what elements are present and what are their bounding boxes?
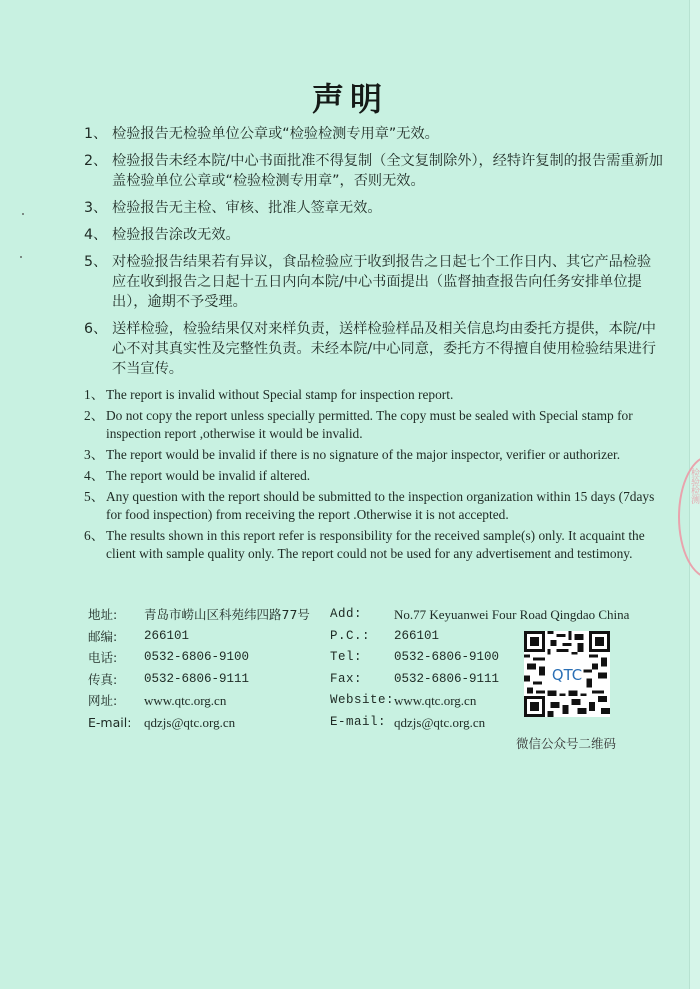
statement-cn (84, 319, 664, 379)
label: Website: (330, 693, 395, 707)
contact-email (88, 712, 310, 734)
scan-speck (20, 256, 22, 258)
item-number: 4、 (84, 468, 105, 483)
item-text: 对检验报告结果若有异议，食品检验应于收到报告之日起七个工作日内、其它产品检验应在收到报告之日起十五日内向本院/中心书面提出（监督抽查报告向任务安排单位提出），逾期不予受理。 (112, 254, 652, 310)
item-text: 检验报告未经本院/中心书面批准不得复制（全文复制除外），经特许复制的报告需重新加盖检验单位公章或“检验检测专用章”，否则无效。 (112, 153, 663, 189)
value: 0532-6806-9111 (144, 671, 250, 686)
item-number: 2、 (84, 153, 108, 169)
website-link[interactable]: www.qtc.org.cn (394, 693, 477, 708)
label: 网址: (88, 693, 118, 708)
chinese-statements (84, 124, 664, 386)
value: No.77 Keyuanwei Four Road Qingdao China (394, 607, 630, 622)
contact-fax (88, 669, 310, 691)
statement-en (84, 386, 664, 404)
item-text: The report would be invalid if there is no signature of the major inspector, verifier or authorizer. (106, 447, 621, 462)
label: Tel: (330, 650, 363, 664)
value: 0532-6806-9100 (144, 650, 250, 664)
statement-en (84, 467, 664, 485)
item-text: Do not copy the report unless specially permitted. The copy must be sealed with Special stamp for inspection report ,otherwise it would be invalid. (106, 408, 633, 441)
email-link[interactable]: qdzjs@qtc.org.cn (144, 714, 236, 730)
label: Add: (330, 607, 363, 621)
value: 0532-6806-9100 (394, 650, 500, 664)
statement-cn (84, 252, 664, 312)
value: 266101 (394, 628, 440, 643)
item-text: 检验报告无主检、审核、批准人签章无效。 (112, 200, 382, 216)
email-link[interactable]: qdzjs@qtc.org.cn (394, 714, 486, 730)
page-title: 声明 (311, 80, 388, 118)
statement-en (84, 407, 664, 443)
item-text: 检验报告无检验单位公章或“检验检测专用章”无效。 (112, 126, 439, 142)
label: E-mail: (330, 714, 387, 729)
item-number: 3、 (84, 447, 105, 462)
item-number: 1、 (84, 126, 108, 142)
contact-info-cn (88, 604, 310, 733)
contact-address (88, 604, 310, 626)
value: 0532-6806-9111 (394, 671, 500, 686)
label: P.C.: (330, 628, 371, 643)
statement-cn (84, 151, 664, 191)
statement-en (84, 527, 664, 563)
label: 电话: (88, 650, 118, 665)
statement-en (84, 446, 664, 464)
statement-cn (84, 124, 664, 144)
item-number: 5、 (84, 489, 105, 504)
label: Fax: (330, 671, 363, 686)
item-number: 6、 (84, 321, 108, 337)
item-number: 3、 (84, 200, 108, 216)
item-text: 送样检验，检验结果仅对来样负责，送样检验样品及相关信息均由委托方提供，本院/中心不对其真实性及完整性负责。未经本院/中心同意，委托方不得擅自使用检验结果进行不当宣传。 (112, 321, 656, 377)
qr-caption: 微信公众号二维码 (516, 736, 617, 751)
statement-cn (84, 225, 664, 245)
english-statements (84, 386, 664, 566)
wechat-qr-code (524, 631, 610, 717)
item-text: 检验报告涂改无效。 (112, 227, 240, 243)
statement-cn (84, 198, 664, 218)
qr-code-icon (524, 631, 610, 717)
contact-postcode (88, 626, 310, 648)
contact-phone (88, 647, 310, 669)
item-number: 6、 (84, 528, 105, 543)
label: E-mail: (88, 714, 132, 730)
statement-en (84, 488, 664, 524)
item-number: 5、 (84, 254, 108, 270)
item-text: Any question with the report should be submitted to the inspection organization within 15 days (7days for food inspection) from receiving the report .Otherwise it is not accepted. (106, 489, 655, 522)
item-number: 1、 (84, 387, 105, 402)
stamp-text: 检验检测 (689, 468, 699, 504)
contact-website (88, 690, 310, 712)
svg-text:QTC: QTC (551, 666, 583, 684)
scan-speck (22, 213, 24, 215)
label: 传真: (88, 671, 118, 687)
item-text: The results shown in this report refer is responsibility for the received sample(s) only. It acquaint the client with sample quality only. The report could not be used for any advertisement and testimony. (106, 528, 645, 561)
label: 地址: (88, 607, 118, 622)
website-link[interactable]: www.qtc.org.cn (144, 693, 227, 708)
value: 266101 (144, 628, 190, 643)
value: 青岛市崂山区科苑纬四路77号 (144, 607, 310, 622)
item-number: 4、 (84, 227, 108, 243)
contact-address (330, 604, 629, 626)
item-number: 2、 (84, 408, 105, 423)
item-text: The report would be invalid if altered. (106, 468, 311, 483)
item-text: The report is invalid without Special stamp for inspection report. (106, 387, 454, 402)
label: 邮编: (88, 628, 118, 644)
